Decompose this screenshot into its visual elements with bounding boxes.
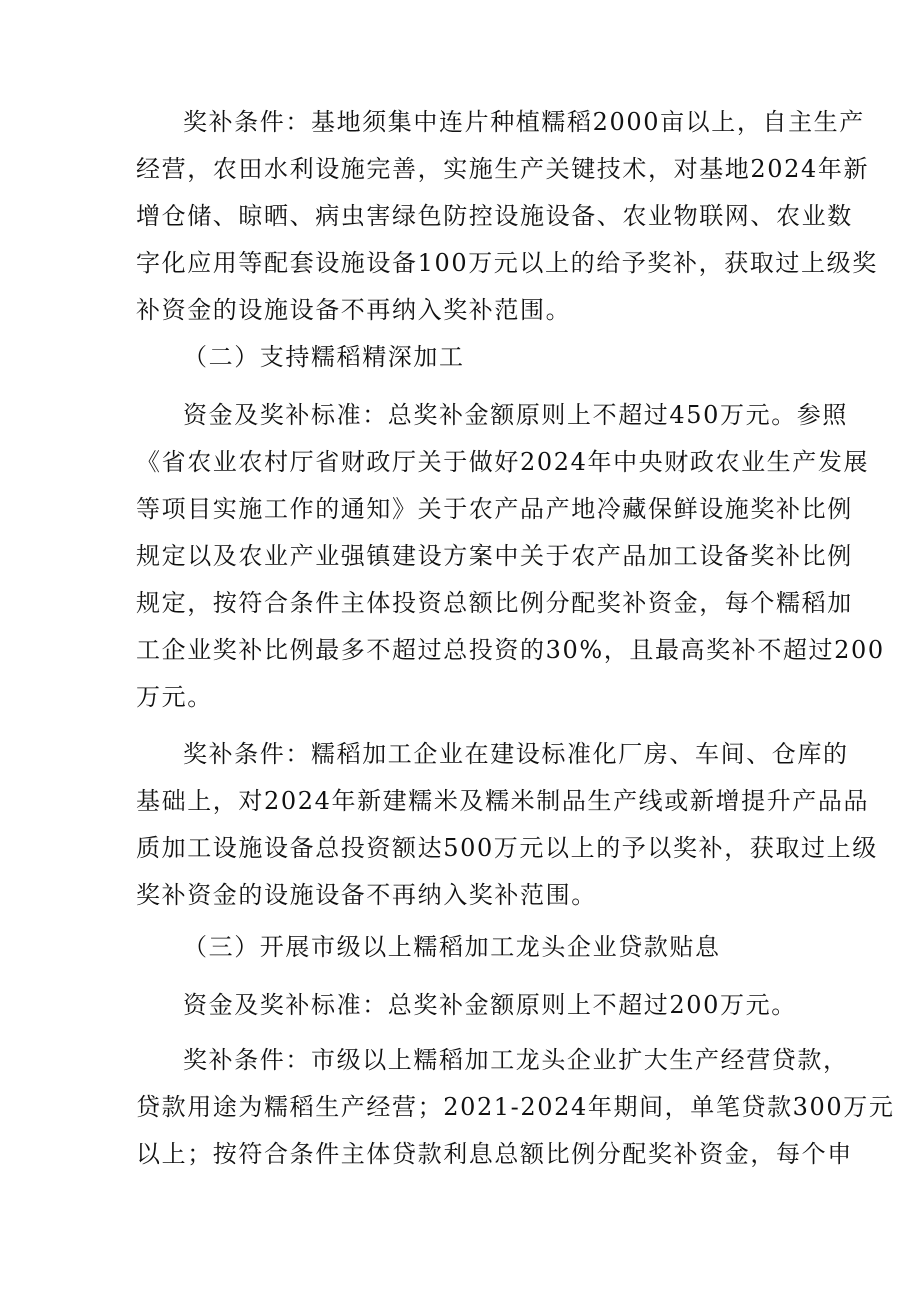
paragraph-line: 质加工设施设备总投资额达500万元以上的予以奖补，获取过上级 bbox=[136, 834, 878, 862]
section-heading: （二）支持糯稻精深加工 bbox=[183, 343, 465, 371]
section-heading: （三）开展市级以上糯稻加工龙头企业贷款贴息 bbox=[183, 933, 721, 961]
paragraph-line: 以上；按符合条件主体贷款利息总额比例分配奖补资金，每个申 bbox=[136, 1140, 853, 1168]
paragraph-line: 基础上，对2024年新建糯米及糯米制品生产线或新增提升产品品 bbox=[136, 787, 870, 815]
paragraph-line: 万元。 bbox=[136, 683, 213, 711]
paragraph-line: 贷款用途为糯稻生产经营；2021-2024年期间，单笔贷款300万元 bbox=[136, 1093, 895, 1121]
paragraph-line: 字化应用等配套设施设备100万元以上的给予奖补，获取过上级奖 bbox=[136, 249, 878, 277]
paragraph-line: 工企业奖补比例最多不超过总投资的30%，且最高奖补不超过200 bbox=[136, 636, 885, 664]
paragraph-line: 奖补条件：糯稻加工企业在建设标准化厂房、车间、仓库的 bbox=[183, 740, 849, 768]
paragraph-line: 《省农业农村厅省财政厅关于做好2024年中央财政农业生产发展 bbox=[136, 448, 870, 476]
paragraph-line: 规定以及农业产业强镇建设方案中关于农产品加工设备奖补比例 bbox=[136, 542, 853, 570]
paragraph-line: 资金及奖补标准：总奖补金额原则上不超过200万元。 bbox=[183, 991, 797, 1019]
paragraph-line: 经营，农田水利设施完善，实施生产关键技术，对基地2024年新 bbox=[136, 155, 870, 183]
paragraph-line: 增仓储、晾晒、病虫害绿色防控设施设备、农业物联网、农业数 bbox=[136, 202, 853, 230]
paragraph-line: 奖补资金的设施设备不再纳入奖补范围。 bbox=[136, 881, 597, 909]
paragraph-line: 规定，按符合条件主体投资总额比例分配奖补资金，每个糯稻加 bbox=[136, 589, 853, 617]
paragraph-line: 资金及奖补标准：总奖补金额原则上不超过450万元。参照 bbox=[183, 401, 849, 429]
paragraph-line: 等项目实施工作的通知》关于农产品产地冷藏保鲜设施奖补比例 bbox=[136, 495, 853, 523]
paragraph-line: 补资金的设施设备不再纳入奖补范围。 bbox=[136, 296, 572, 324]
paragraph-line: 奖补条件：市级以上糯稻加工龙头企业扩大生产经营贷款， bbox=[183, 1046, 849, 1074]
paragraph-line: 奖补条件：基地须集中连片种植糯稻2000亩以上，自主生产 bbox=[183, 108, 865, 136]
